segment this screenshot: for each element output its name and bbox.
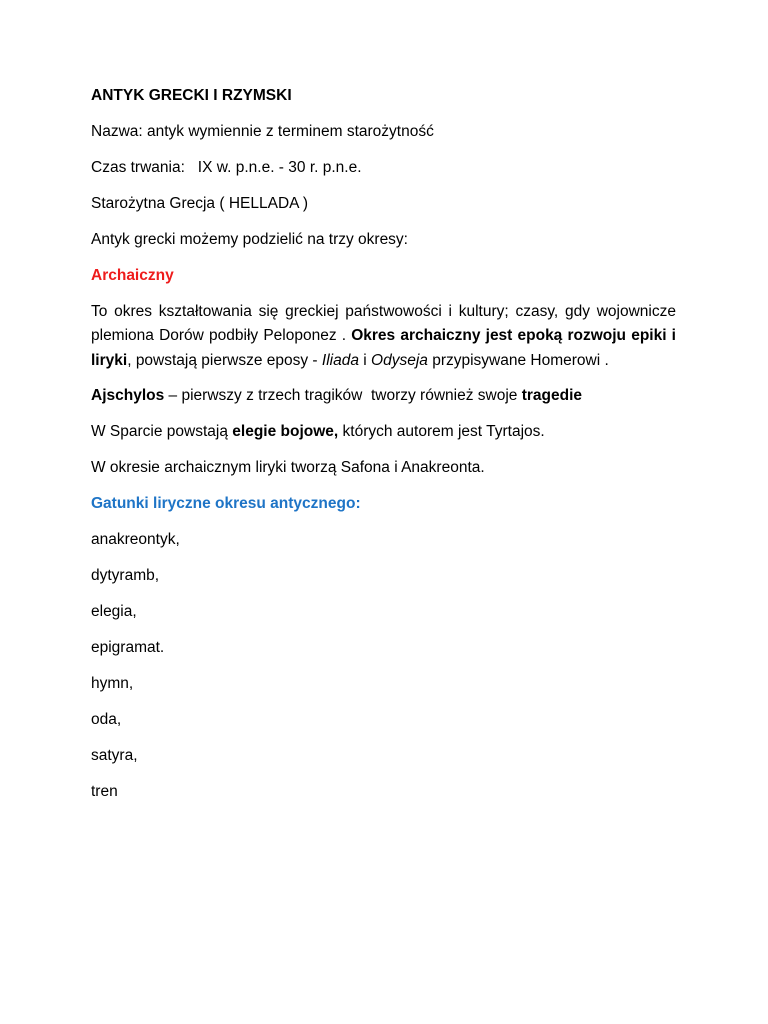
archaic-text-3: i [358, 351, 372, 369]
sparta-paragraph [91, 420, 676, 444]
iliad-title: Iliada [321, 351, 359, 369]
sparta-text-2: których autorem jest Tyrtajos. [338, 423, 545, 441]
periods-intro: Antyk grecki możemy podzielić na trzy okresy: [91, 230, 408, 248]
archaic-text-2: , powstają pierwsze eposy - [127, 351, 322, 369]
genre-item: oda, [91, 711, 122, 729]
sparta-text-1: W Sparcie powstają [91, 423, 233, 441]
duration-line: Czas trwania: IX w. p.n.e. - 30 r. p.n.e. [91, 158, 362, 176]
archaic-text-1: To okres kształtowania się greckiej państwowości i kultury; czasy, gdy wojownicze plemiona Dorów podbiły Peloponez . [91, 302, 676, 345]
name-line: Nazwa: antyk wymiennie z terminem starożytność [91, 122, 434, 140]
document-title: ANTYK GRECKI I RZYMSKI [91, 87, 292, 104]
genre-item: dytyramb, [91, 567, 160, 585]
aeschylus-name: Ajschylos [91, 387, 165, 405]
greece-line: Starożytna Grecja ( HELLADA ) [91, 194, 309, 212]
genre-item: satyra, [91, 747, 138, 765]
archaic-period-heading: Archaiczny [91, 266, 174, 284]
genres-heading: Gatunki liryczne okresu antycznego: [91, 495, 361, 513]
lyric-poets-line: W okresie archaicznym liryki tworzą Safona i Anakreonta. [91, 459, 485, 477]
archaic-bold-1: Okres archaiczny jest epoką rozwoju epiki i liryki [91, 327, 676, 369]
archaic-paragraph [91, 300, 676, 373]
genre-item: elegia, [91, 603, 137, 621]
genre-item: hymn, [91, 675, 134, 693]
genre-item: tren [91, 783, 118, 801]
battle-elegies: elegie bojowe, [232, 423, 339, 441]
aeschylus-paragraph [91, 384, 676, 408]
genre-item: epigramat. [91, 639, 165, 657]
genre-item: anakreontyk, [91, 531, 180, 549]
tragedies-word: tragedie [521, 387, 583, 405]
aeschylus-text: – pierwszy z trzech tragików tworzy również swoje [164, 387, 522, 405]
archaic-text-4: przypisywane Homerowi . [427, 351, 609, 369]
odyssey-title: Odyseja [371, 351, 428, 369]
